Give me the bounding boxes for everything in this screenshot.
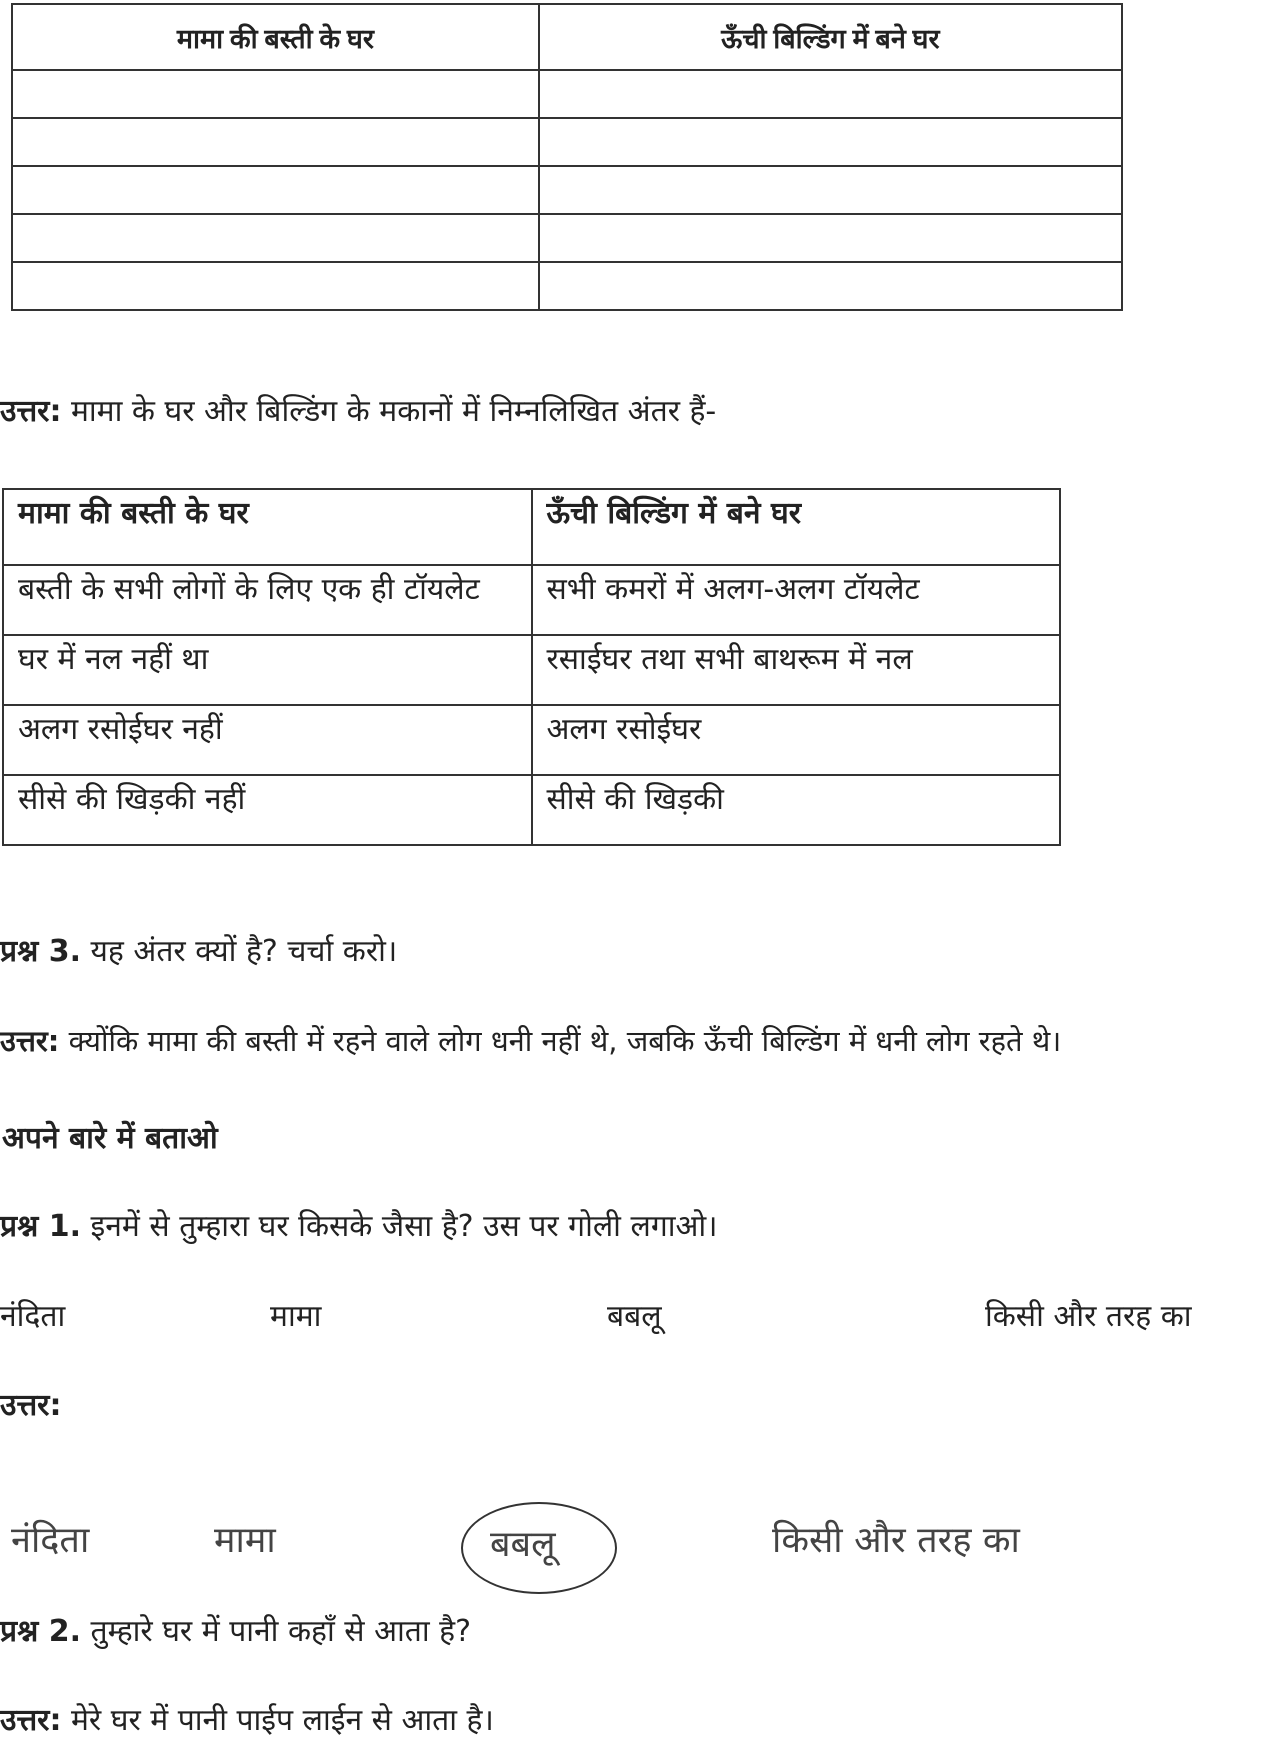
table-cell: अलग रसोईघर नहीं [3, 705, 532, 775]
table-header: ऊँची बिल्डिंग में बने घर [532, 489, 1061, 565]
option-mama: मामा [270, 1299, 322, 1334]
table-row [12, 262, 1122, 310]
answer-label: उत्तर: [0, 1024, 60, 1058]
question-label: प्रश्न 1. [0, 1209, 81, 1244]
answer-option-nandita: नंदिता [11, 1520, 90, 1561]
answer-option-mama: मामा [214, 1520, 276, 1561]
table-cell: बस्ती के सभी लोगों के लिए एक ही टॉयलेट [3, 565, 532, 635]
blank-cell [539, 214, 1122, 262]
table-row [12, 118, 1122, 166]
blank-comparison-table [11, 3, 1123, 311]
table-row [3, 635, 1060, 705]
blank-cell [12, 214, 539, 262]
table-header: ऊँची बिल्डिंग में बने घर [539, 4, 1122, 70]
question-text: इनमें से तुम्हारा घर किसके जैसा है? उस पर गोली लगाओ। [81, 1209, 718, 1244]
option-bablu: बबलू [607, 1299, 662, 1334]
table-cell: घर में नल नहीं था [3, 635, 532, 705]
table-cell: सीसे की खिड़की [532, 775, 1061, 845]
blank-cell [539, 70, 1122, 118]
table-row [12, 214, 1122, 262]
table-row [12, 70, 1122, 118]
answer-1-label: उत्तर: [0, 1388, 62, 1423]
option-nandita: नंदिता [0, 1299, 66, 1334]
answer-text: क्योंकि मामा की बस्ती में रहने वाले लोग धनी नहीं थे, जबकि ऊँची बिल्डिंग में धनी लोग रहते थे। [59, 1024, 1062, 1058]
table-header: मामा की बस्ती के घर [3, 489, 532, 565]
table-header: मामा की बस्ती के घर [12, 4, 539, 70]
answer-2 [0, 1701, 494, 1741]
answer-text: मेरे घर में पानी पाईप लाईन से आता है। [61, 1703, 494, 1738]
table-row [12, 166, 1122, 214]
question-3 [0, 932, 397, 972]
answer-label: उत्तर: [0, 394, 62, 429]
question-2 [0, 1612, 471, 1652]
answer-3 [0, 1021, 1061, 1061]
table-cell: रसाईघर तथा सभी बाथरूम में नल [532, 635, 1061, 705]
blank-cell [539, 118, 1122, 166]
answer-comparison-table [2, 488, 1061, 846]
blank-cell [539, 166, 1122, 214]
answer-option-bablu-circled: बबलू [490, 1524, 556, 1565]
blank-cell [12, 166, 539, 214]
blank-cell [12, 70, 539, 118]
blank-cell [539, 262, 1122, 310]
section-heading: अपने बारे में बताओ [2, 1121, 218, 1156]
blank-cell [12, 262, 539, 310]
table-row [3, 705, 1060, 775]
option-other: किसी और तरह का [985, 1299, 1192, 1334]
answer-label: उत्तर: [0, 1703, 62, 1738]
table-cell: सभी कमरों में अलग-अलग टॉयलेट [532, 565, 1061, 635]
answer-option-other: किसी और तरह का [772, 1520, 1020, 1561]
question-label: प्रश्न 2. [0, 1614, 81, 1649]
answer-1-line [0, 392, 716, 432]
question-label: प्रश्न 3. [0, 934, 81, 969]
question-1 [0, 1207, 718, 1247]
question-text: तुम्हारे घर में पानी कहाँ से आता है? [81, 1614, 471, 1649]
table-row [3, 775, 1060, 845]
question-text: यह अंतर क्यों है? चर्चा करो। [81, 934, 398, 969]
answer-text: मामा के घर और बिल्डिंग के मकानों में निम्नलिखित अंतर हैं- [61, 394, 717, 429]
table-cell: सीसे की खिड़की नहीं [3, 775, 532, 845]
table-row [3, 565, 1060, 635]
table-cell: अलग रसोईघर [532, 705, 1061, 775]
blank-cell [12, 118, 539, 166]
